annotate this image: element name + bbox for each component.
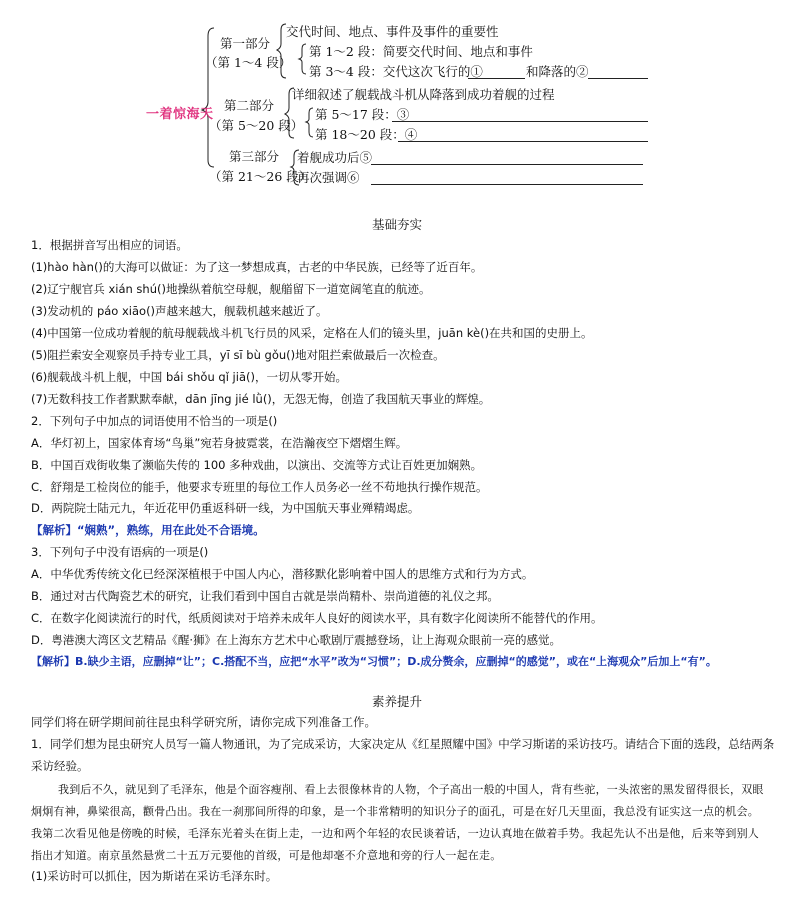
part2-name: 第二部分 bbox=[224, 98, 275, 113]
part3-name: 第三部分 bbox=[229, 149, 280, 164]
passage-line-1: 我到后不久，就见到了毛泽东，他是个面容瘦削、看上去很像林肯的人物，个子高出一般的中国人，背有些驼，一头浓密的黑发留得很长，双眼 bbox=[58, 783, 764, 796]
passage-line-4: 指出才知道。南京虽然悬赏二十五万元要他的首级，可是他却毫不介意地和旁的行人一起在走。 bbox=[31, 849, 502, 862]
passage-line-3: 我第二次看见他是傍晚的时候，毛泽东光着头在街上走，一边和两个年轻的农民谈着话，一边认真地在做着手势。我起先认不出是他，后来等到别人 bbox=[31, 827, 759, 840]
q1-item-7: (7)无数科技工作者默默奉献，dān jīng jié lǜ()，无怨无悔，创造了我国航天事业的辉煌。 bbox=[31, 392, 491, 406]
q2-option-c: C．舒翔是工检岗位的能手，他要求专班里的每位工作人员务必一丝不苟地执行操作规范。 bbox=[31, 480, 488, 494]
part3-range: （第 21～26 段） bbox=[209, 169, 312, 184]
part1-name: 第一部分 bbox=[220, 36, 271, 51]
improve-q1-line2: 采访经验。 bbox=[31, 759, 89, 773]
blank-3[interactable] bbox=[392, 121, 648, 122]
q3-analysis-text: B.缺少主语，应删掉“让”；C.搭配不当，应把“水平”改为“习惯”；D.成分赘余，应删掉“的感觉”，或在“上海观众”后加上“有”。 bbox=[75, 655, 717, 668]
q3-option-b: B．通过对古代陶瓷艺术的研究，让我们看到中国自古就是崇尚精朴、崇尚道德的礼仪之邦。 bbox=[31, 589, 499, 603]
part1-line-2: 第 1～2 段：简要交代时间、地点和事件 bbox=[309, 44, 533, 59]
q2-analysis-tag: 【解析】 bbox=[31, 523, 77, 537]
part1-line-3: 第 3～4 段：交代这次飞行的① bbox=[309, 64, 483, 79]
q3-stem: 3．下列句子中没有语病的一项是() bbox=[31, 545, 209, 559]
part2-sub-brace bbox=[306, 108, 313, 137]
q1-item-2: (2)辽宁舰官兵 xián shú()地操纵着航空母舰，舰艏留下一道宽阔笔直的航迹。 bbox=[31, 282, 431, 296]
q2-analysis-text: “娴熟”，熟练，用在此处不合语境。 bbox=[77, 523, 265, 537]
part2-range: （第 5～20 段） bbox=[209, 118, 304, 133]
section-title-improve: 素养提升 bbox=[371, 694, 422, 709]
part2-line-1: 详细叙述了舰载战斗机从降落到成功着舰的过程 bbox=[292, 87, 555, 102]
blank-5[interactable] bbox=[371, 164, 643, 165]
outline-topic: 一着惊海天 bbox=[146, 107, 214, 122]
main-brace bbox=[202, 28, 214, 167]
q3-option-a: A．中华优秀传统文化已经深深植根于中国人内心，潜移默化影响着中国人的思维方式和行为方式。 bbox=[31, 567, 534, 581]
q2-option-a: A．华灯初上，国家体育场“鸟巢”宛若身披霓裳，在浩瀚夜空下熠熠生辉。 bbox=[31, 436, 408, 450]
q1-item-1: (1)hào hàn()的大海可以做证：为了这一梦想成真，古老的中华民族，已经等了近百年。 bbox=[31, 260, 483, 274]
q2-option-d: D．两院院士陆元九，年近花甲仍重返科研一线，为中国航天事业殚精竭虑。 bbox=[31, 501, 420, 515]
q3-option-d: D．粤港澳大湾区文艺精品《醒·狮》在上海东方艺术中心歌剧厅震撼登场，让上海观众眼前一亮的感觉。 bbox=[31, 633, 562, 647]
blank-2[interactable] bbox=[588, 78, 648, 79]
part1-line-1: 交代时间、地点、事件及事件的重要性 bbox=[286, 24, 499, 39]
part2-line-2: 第 5～17 段：③ bbox=[315, 107, 410, 122]
q2-option-b: B．中国百戏街收集了濒临失传的 100 多种戏曲，以演出、交流等方式让百姓更加娴熟。 bbox=[31, 458, 483, 472]
passage-line-2: 炯炯有神，鼻梁很高，颧骨凸出。我在一刹那间所得的印象，是一个非常精明的知识分子的面孔，可是在好几天里面，我总没有证实这一点的机会。 bbox=[31, 805, 759, 818]
part2-line-3: 第 18～20 段：④ bbox=[315, 127, 418, 142]
q2-stem: 2．下列句子中加点的词语使用不恰当的一项是() bbox=[31, 414, 278, 428]
q3-analysis bbox=[31, 655, 717, 669]
section-title-basic: 基础夯实 bbox=[371, 217, 422, 232]
improve-sub-1: (1)采访时可以抓住，因为斯诺在采访毛泽东时。 bbox=[31, 869, 278, 883]
improve-q1-line1: 1．同学们想为昆虫研究人员写一篇人物通讯，为了完成采访，大家决定从《红星照耀中国》中学习斯诺的采访技巧。请结合下面的选段，总结两条 bbox=[31, 737, 775, 751]
part1-sub-brace bbox=[299, 44, 306, 74]
blank-6[interactable] bbox=[371, 184, 643, 185]
part3-line-1: 着舰成功后⑤ bbox=[297, 150, 373, 165]
improve-intro: 同学们将在研学期间前往昆虫科学研究所，请你完成下列准备工作。 bbox=[31, 715, 376, 729]
structure-outline bbox=[0, 0, 794, 195]
blank-4[interactable] bbox=[398, 141, 648, 142]
q1-item-6: (6)舰载战斗机上舰，中国 bái shǒu qǐ jiā()，一切从零开始。 bbox=[31, 370, 347, 384]
q1-item-3: (3)发动机的 páo xiāo()声越来越大，舰载机越来越近了。 bbox=[31, 304, 328, 318]
part1-range: （第 1～4 段） bbox=[205, 55, 292, 70]
q3-option-c: C．在数字化阅读流行的时代，纸质阅读对于培养未成年人良好的阅读水平，具有数字化阅读所不能替代的作用。 bbox=[31, 611, 603, 625]
q2-analysis bbox=[31, 523, 265, 537]
part3-line-2: 再次强调⑥ bbox=[297, 170, 360, 185]
q1-item-4: (4)中国第一位成功着舰的航母舰载战斗机飞行员的风采，定格在人们的镜头里，juān kè()在共和国的史册上。 bbox=[31, 326, 593, 340]
blank-1[interactable] bbox=[468, 78, 525, 79]
q1-stem: 1．根据拼音写出相应的词语。 bbox=[31, 238, 188, 252]
q1-item-5: (5)阻拦索安全观察员手持专业工具，yī sī bù gǒu()地对阻拦索做最后一次检查。 bbox=[31, 348, 445, 362]
part1-line-4: 和降落的② bbox=[526, 64, 589, 79]
q3-analysis-tag: 【解析】 bbox=[31, 655, 75, 668]
